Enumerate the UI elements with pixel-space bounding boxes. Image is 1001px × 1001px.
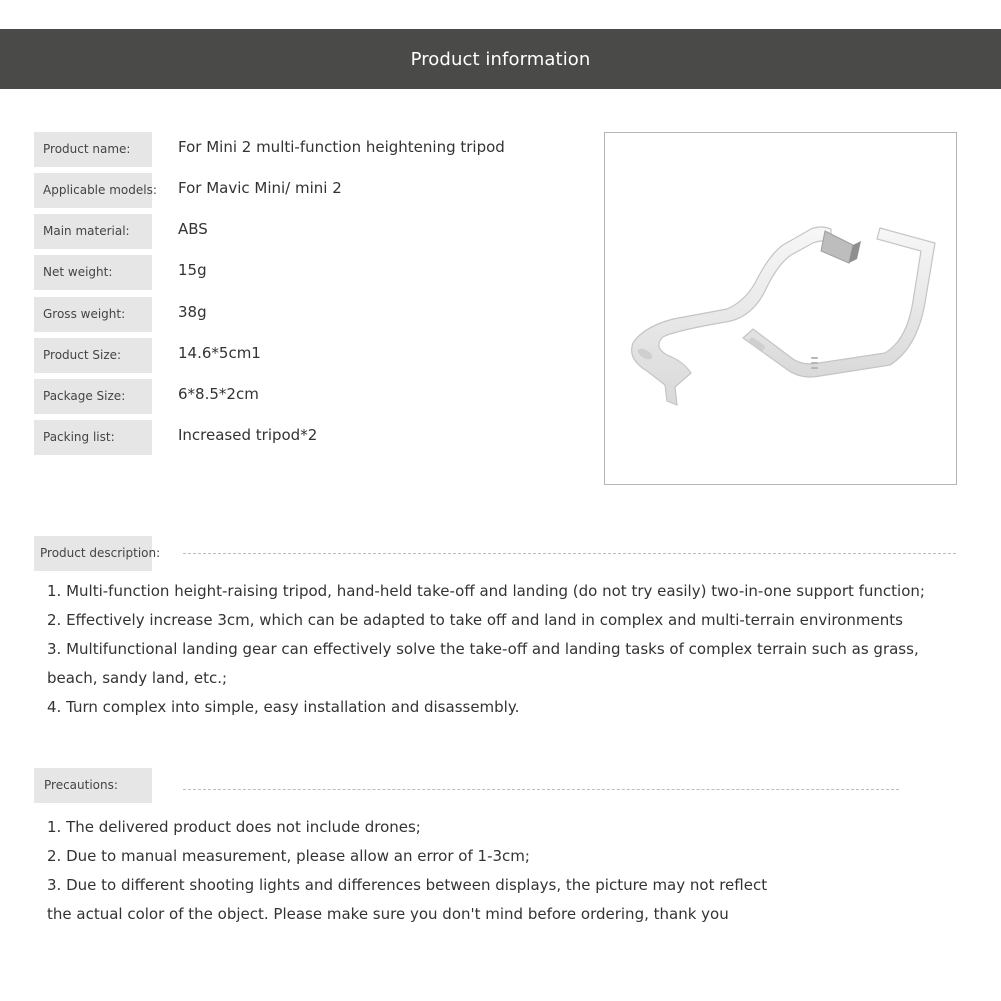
spec-row-main-material <box>34 214 594 249</box>
spec-value: 6*8.5*2cm <box>178 385 259 403</box>
spec-label: Applicable models: <box>34 173 152 208</box>
description-line: 2. Effectively increase 3cm, which can be adapted to take off and land in complex and multi-terrain environments <box>47 611 903 629</box>
spec-label: Product name: <box>34 132 152 167</box>
section-divider <box>183 789 899 790</box>
spec-label: Package Size: <box>34 379 152 414</box>
spec-value: For Mavic Mini/ mini 2 <box>178 179 342 197</box>
spec-row-applicable-models <box>34 173 594 208</box>
tripod-leg-front <box>632 227 831 405</box>
page-title: Product information <box>410 48 591 70</box>
spec-label: Product Size: <box>34 338 152 373</box>
spec-value: 14.6*5cm1 <box>178 344 261 362</box>
spec-label: Net weight: <box>34 255 152 290</box>
tripod-leg-vents <box>811 357 818 369</box>
tripod-connector <box>821 231 853 263</box>
spec-row-packing-list <box>34 420 594 455</box>
section-label-description: Product description: <box>34 536 152 571</box>
spec-value: For Mini 2 multi-function heightening tripod <box>178 138 505 156</box>
spec-value: ABS <box>178 220 208 238</box>
spec-row-package-size <box>34 379 594 414</box>
section-label-precautions: Precautions: <box>34 768 152 803</box>
description-line: 1. Multi-function height-raising tripod, hand-held take-off and landing (do not try easily) two-in-one support function; <box>47 582 925 600</box>
product-photo <box>604 132 957 485</box>
precaution-line: 2. Due to manual measurement, please allow an error of 1-3cm; <box>47 847 530 865</box>
spec-label: Main material: <box>34 214 152 249</box>
spec-value: 15g <box>178 261 207 279</box>
spec-row-product-size <box>34 338 594 373</box>
description-line: 4. Turn complex into simple, easy installation and disassembly. <box>47 698 520 716</box>
spec-row-net-weight <box>34 255 594 290</box>
precaution-line: 3. Due to different shooting lights and differences between displays, the picture may not reflect <box>47 876 768 894</box>
description-line: beach, sandy land, etc.; <box>47 669 228 687</box>
precaution-line: 1. The delivered product does not include drones; <box>47 818 421 836</box>
spec-label: Packing list: <box>34 420 152 455</box>
tripod-illustration <box>605 133 958 486</box>
header-bar <box>0 29 1001 89</box>
spec-value: 38g <box>178 303 207 321</box>
section-divider <box>183 553 956 554</box>
spec-row-gross-weight <box>34 297 594 332</box>
spec-value: Increased tripod*2 <box>178 426 318 444</box>
spec-label: Gross weight: <box>34 297 152 332</box>
description-line: 3. Multifunctional landing gear can effectively solve the take-off and landing tasks of complex terrain such as grass, <box>47 640 919 658</box>
precaution-line: the actual color of the object. Please make sure you don't mind before ordering, thank you <box>47 905 729 923</box>
spec-row-product-name <box>34 132 594 167</box>
